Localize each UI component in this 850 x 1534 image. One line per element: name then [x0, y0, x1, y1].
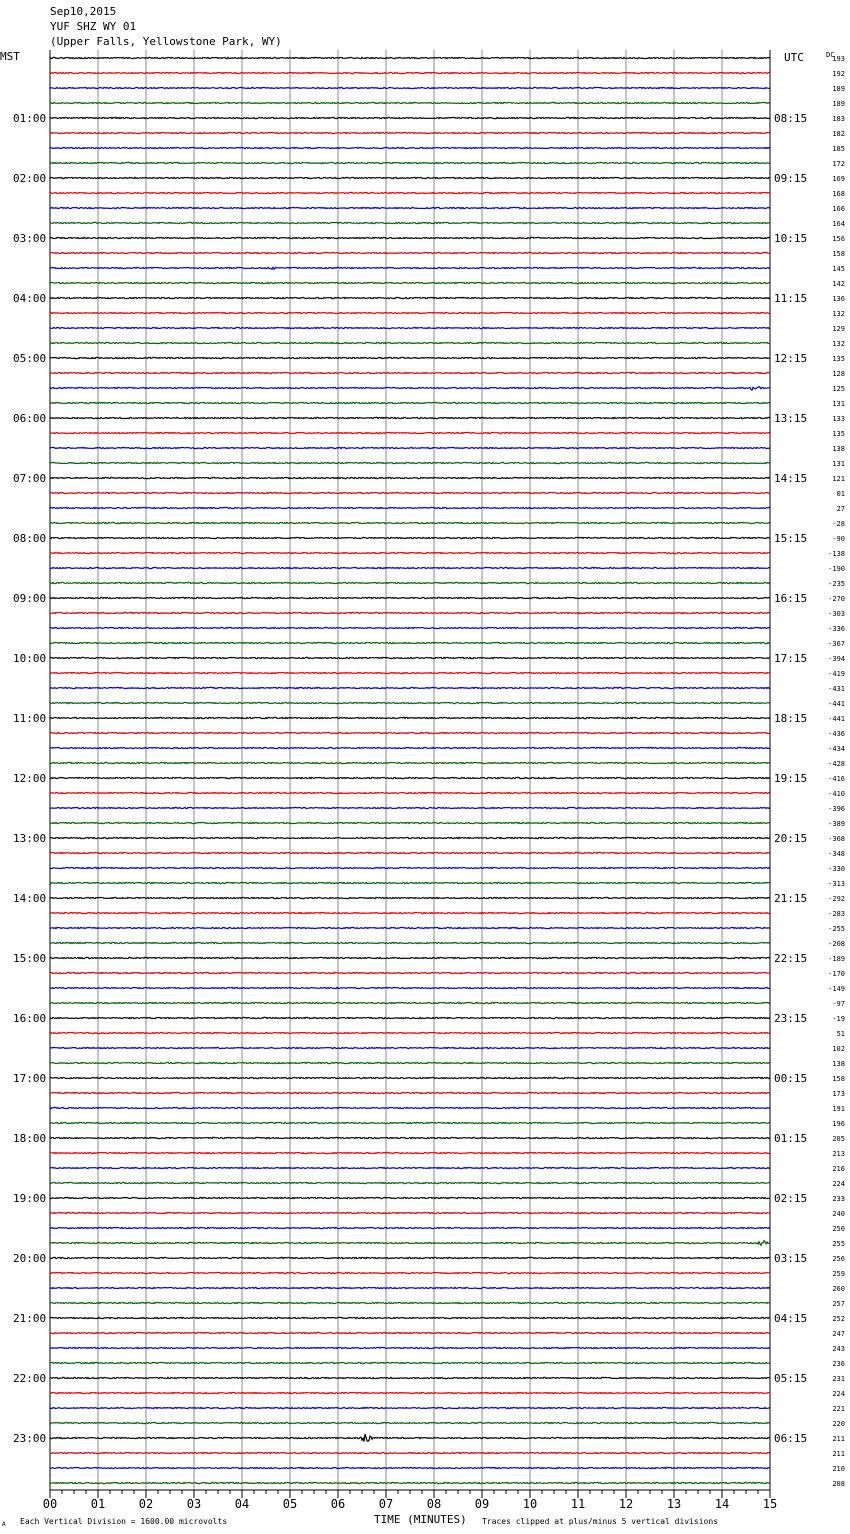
- x-tick-label: 02: [138, 1497, 154, 1511]
- dc-offset-label: -431: [828, 685, 845, 693]
- dc-offset-label: -410: [828, 790, 845, 798]
- trace-row: [50, 807, 770, 808]
- dc-offset-label: -283: [828, 910, 845, 918]
- mst-hour-label: 04:00: [13, 292, 47, 305]
- dc-offset-label: 211: [832, 1450, 845, 1458]
- trace-row: [50, 627, 770, 628]
- trace-row: [50, 837, 770, 838]
- dc-offset-label: 255: [832, 1240, 845, 1248]
- dc-offset-label: 260: [832, 1285, 845, 1293]
- dc-offset-label: -434: [828, 745, 845, 753]
- dc-offset-label: 138: [832, 1060, 845, 1068]
- dc-offset-label: 192: [832, 70, 845, 78]
- footer-scale-note: Each Vertical Division = 1600.00 microvolts: [20, 1517, 228, 1526]
- mst-hour-label: 03:00: [13, 232, 47, 245]
- dc-offset-label: 185: [832, 145, 845, 153]
- trace-row: [50, 1452, 770, 1453]
- dc-offset-label: 196: [832, 1120, 845, 1128]
- x-tick-label: 10: [522, 1497, 538, 1511]
- trace-row: [50, 597, 770, 598]
- utc-hour-label: 03:15: [774, 1252, 808, 1265]
- mst-hour-label: 22:00: [13, 1372, 47, 1385]
- trace-row: [50, 732, 770, 733]
- trace-row: [50, 942, 770, 943]
- x-tick-label: 09: [474, 1497, 490, 1511]
- trace-row: [50, 177, 770, 178]
- dc-offset-label: 131: [832, 460, 845, 468]
- dc-offset-label: 247: [832, 1330, 845, 1338]
- utc-hour-label: 01:15: [774, 1132, 808, 1145]
- mst-hour-label: 12:00: [13, 772, 47, 785]
- dc-offset-label: 205: [832, 1135, 845, 1143]
- trace-row: [50, 852, 770, 853]
- utc-hour-label: 17:15: [774, 652, 808, 665]
- trace-row: [50, 372, 770, 373]
- utc-hour-label: 10:15: [774, 232, 808, 245]
- trace-row: [50, 957, 770, 958]
- utc-hour-label: 20:15: [774, 832, 808, 845]
- mst-hour-label: 18:00: [13, 1132, 47, 1145]
- x-tick-label: 07: [378, 1497, 394, 1511]
- trace-row: [50, 447, 770, 448]
- dc-offset-label: -367: [828, 640, 845, 648]
- dc-offset-label: 135: [832, 355, 845, 363]
- trace-row: [50, 702, 770, 703]
- dc-offset-label: -170: [828, 970, 845, 978]
- trace-row: [50, 477, 770, 478]
- trace-row: [50, 417, 770, 418]
- trace-row: [50, 72, 770, 73]
- mst-hour-label: 20:00: [13, 1252, 47, 1265]
- trace-row: [50, 267, 770, 269]
- dc-offset-label: 136: [832, 295, 845, 303]
- mst-hour-label: 19:00: [13, 1192, 47, 1205]
- trace-row: [50, 132, 770, 133]
- trace-row: [50, 1062, 770, 1063]
- dc-offset-label: 231: [832, 1375, 845, 1383]
- trace-row: [50, 357, 770, 358]
- utc-hour-label: 02:15: [774, 1192, 808, 1205]
- dc-offset-label: 220: [832, 1420, 845, 1428]
- mst-hour-label: 06:00: [13, 412, 47, 425]
- utc-hour-label: 11:15: [774, 292, 808, 305]
- trace-row: [50, 147, 770, 148]
- trace-row: [50, 402, 770, 403]
- dc-offset-label: -313: [828, 880, 845, 888]
- trace-row: [50, 387, 770, 391]
- dc-offset-label: 191: [832, 1105, 845, 1113]
- trace-row: [50, 57, 770, 58]
- utc-hour-label: 14:15: [774, 472, 808, 485]
- dc-offset-label: -235: [828, 580, 845, 588]
- trace-row: [50, 987, 770, 988]
- trace-row: [50, 522, 770, 523]
- dc-offset-label: 189: [832, 85, 845, 93]
- trace-row: [50, 1257, 770, 1258]
- trace-row: [50, 747, 770, 748]
- dc-offset-label: -368: [828, 835, 845, 843]
- x-tick-label: 05: [282, 1497, 298, 1511]
- utc-hour-label: 13:15: [774, 412, 808, 425]
- x-tick-label: 03: [186, 1497, 202, 1511]
- dc-offset-label: 121: [832, 475, 845, 483]
- trace-row: [50, 672, 770, 673]
- dc-offset-label: 156: [832, 235, 845, 243]
- dc-offset-label: 213: [832, 1150, 845, 1158]
- footer-mark: A: [2, 1521, 6, 1528]
- trace-row: [50, 1332, 770, 1333]
- mst-hour-label: 08:00: [13, 532, 47, 545]
- dc-offset-label: 182: [832, 130, 845, 138]
- dc-offset-label: -428: [828, 760, 845, 768]
- trace-row: [50, 1302, 770, 1303]
- dc-offset-label: 193: [832, 55, 845, 63]
- mst-hour-label: 21:00: [13, 1312, 47, 1325]
- dc-offset-label: -396: [828, 805, 845, 813]
- dc-offset-label: 224: [832, 1390, 845, 1398]
- trace-row: [50, 1272, 770, 1273]
- dc-offset-label: 27: [836, 505, 845, 513]
- dc-offset-label: -394: [828, 655, 845, 663]
- dc-offset-label: 51: [836, 1030, 845, 1038]
- trace-row: [50, 1047, 770, 1048]
- trace-row: [50, 822, 770, 823]
- trace-row: [50, 432, 770, 433]
- dc-offset-label: -303: [828, 610, 845, 618]
- dc-offset-label: 252: [832, 1315, 845, 1323]
- trace-row: [50, 1092, 770, 1093]
- x-tick-label: 15: [762, 1497, 778, 1511]
- dc-offset-label: -255: [828, 925, 845, 933]
- trace-row: [50, 1137, 770, 1138]
- trace-row: [50, 912, 770, 913]
- x-tick-label: 08: [426, 1497, 442, 1511]
- dc-offset-label: 128: [832, 370, 845, 378]
- trace-row: [50, 162, 770, 163]
- dc-offset-label: 183: [832, 115, 845, 123]
- dc-offset-label: -90: [832, 535, 845, 543]
- mst-hour-label: 10:00: [13, 652, 47, 665]
- utc-hour-label: 19:15: [774, 772, 808, 785]
- trace-row: [50, 537, 770, 538]
- dc-offset-label: 189: [832, 100, 845, 108]
- dc-offset-label: -19: [832, 1015, 845, 1023]
- trace-row: [50, 687, 770, 688]
- dc-offset-label: -138: [828, 550, 845, 558]
- utc-hour-label: 16:15: [774, 592, 808, 605]
- trace-row: [50, 1407, 770, 1408]
- mst-hour-label: 09:00: [13, 592, 47, 605]
- dc-offset-label: 125: [832, 385, 845, 393]
- trace-row: [50, 792, 770, 793]
- x-axis-title: TIME (MINUTES): [374, 1513, 467, 1526]
- trace-row: [50, 1482, 770, 1483]
- mst-hour-label: 02:00: [13, 172, 47, 185]
- trace-row: [50, 492, 770, 493]
- trace-row: [50, 582, 770, 583]
- trace-row: [50, 927, 770, 928]
- mst-timezone-label: MST: [0, 50, 20, 63]
- mst-hour-label: 05:00: [13, 352, 47, 365]
- dc-offset-label: -330: [828, 865, 845, 873]
- dc-offset-label: 145: [832, 265, 845, 273]
- trace-row: [50, 657, 770, 658]
- dc-offset-label: -436: [828, 730, 845, 738]
- trace-row: [50, 1362, 770, 1363]
- x-tick-label: 11: [570, 1497, 586, 1511]
- dc-offset-label: -416: [828, 775, 845, 783]
- dc-offset-label: 129: [832, 325, 845, 333]
- x-tick-label: 01: [90, 1497, 106, 1511]
- dc-heading: DC: [826, 51, 835, 59]
- dc-offset-label: 138: [832, 445, 845, 453]
- trace-row: [50, 342, 770, 343]
- dc-offset-label: 256: [832, 1255, 845, 1263]
- trace-row: [50, 1032, 770, 1033]
- time-axis: [43, 1490, 777, 1511]
- dc-offset-label: -389: [828, 820, 845, 828]
- utc-timezone-label: UTC: [784, 51, 804, 64]
- dc-offset-label: 142: [832, 280, 845, 288]
- trace-row: [50, 312, 770, 313]
- utc-hour-label: 00:15: [774, 1072, 808, 1085]
- dc-offset-label: -28: [832, 520, 845, 528]
- trace-row: [50, 192, 770, 193]
- trace-row: [50, 102, 770, 103]
- x-tick-label: 04: [234, 1497, 250, 1511]
- mst-hour-label: 13:00: [13, 832, 47, 845]
- trace-row: [50, 1107, 770, 1108]
- dc-offset-label: 224: [832, 1180, 845, 1188]
- dc-offset-label: 102: [832, 1045, 845, 1053]
- trace-row: [50, 1227, 770, 1228]
- trace-row: [50, 207, 770, 208]
- trace-row: [50, 462, 770, 463]
- seismic-traces: [50, 57, 770, 1483]
- dc-offset-label: -441: [828, 715, 845, 723]
- trace-row: [50, 507, 770, 508]
- trace-row: [50, 237, 770, 238]
- utc-hour-label: 22:15: [774, 952, 808, 965]
- dc-offset-label: -97: [832, 1000, 845, 1008]
- utc-hour-label: 15:15: [774, 532, 808, 545]
- dc-offset-label: -348: [828, 850, 845, 858]
- x-tick-label: 14: [714, 1497, 730, 1511]
- dc-offset-label: -189: [828, 955, 845, 963]
- trace-row: [50, 717, 770, 718]
- dc-offset-label: 169: [832, 175, 845, 183]
- trace-row: [50, 1241, 770, 1246]
- utc-hour-label: 18:15: [774, 712, 808, 725]
- trace-row: [50, 1167, 770, 1168]
- dc-offset-label: 01: [836, 490, 845, 498]
- dc-offset-label: 135: [832, 430, 845, 438]
- mst-hour-label: 15:00: [13, 952, 47, 965]
- dc-offset-label: 168: [832, 190, 845, 198]
- dc-offset-label: 131: [832, 400, 845, 408]
- dc-offset-label: 164: [832, 220, 845, 228]
- trace-row: [50, 567, 770, 568]
- trace-row: [50, 1347, 770, 1348]
- dc-offset-label: 133: [832, 415, 845, 423]
- dc-offset-label: 216: [832, 1165, 845, 1173]
- mst-hour-label: 14:00: [13, 892, 47, 905]
- dc-offset-label: -292: [828, 895, 845, 903]
- trace-row: [50, 972, 770, 973]
- trace-row: [50, 327, 770, 328]
- trace-row: [50, 1122, 770, 1123]
- x-tick-label: 12: [618, 1497, 634, 1511]
- trace-row: [50, 882, 770, 883]
- dc-offset-label: 236: [832, 1360, 845, 1368]
- helicorder-date: Sep10,2015: [50, 5, 117, 18]
- footer-clip-note: Traces clipped at plus/minus 5 vertical divisions: [482, 1517, 719, 1526]
- trace-row: [50, 897, 770, 898]
- utc-hour-label: 08:15: [774, 112, 808, 125]
- dc-offset-label: -270: [828, 595, 845, 603]
- dc-offset-label: 243: [832, 1345, 845, 1353]
- dc-offset-label: 259: [832, 1270, 845, 1278]
- utc-hour-label: 23:15: [774, 1012, 808, 1025]
- trace-row: [50, 867, 770, 868]
- trace-row: [50, 117, 770, 118]
- dc-offset-label: 132: [832, 310, 845, 318]
- trace-row: [50, 777, 770, 778]
- dc-offset-label: 158: [832, 250, 845, 258]
- trace-row: [50, 297, 770, 298]
- station-code: YUF SHZ WY 01: [50, 20, 137, 33]
- dc-offset-label: -336: [828, 625, 845, 633]
- trace-row: [50, 642, 770, 643]
- trace-row: [50, 1317, 770, 1318]
- dc-offset-label: 221: [832, 1405, 845, 1413]
- x-tick-label: 00: [42, 1497, 58, 1511]
- trace-row: [50, 222, 770, 223]
- dc-offset-label: 211: [832, 1435, 845, 1443]
- trace-row: [50, 252, 770, 253]
- dc-offset-label: 210: [832, 1465, 845, 1473]
- dc-offset-label: 132: [832, 340, 845, 348]
- trace-row: [50, 1212, 770, 1213]
- x-tick-label: 06: [330, 1497, 346, 1511]
- dc-offset-label: 158: [832, 1075, 845, 1083]
- trace-row: [50, 1392, 770, 1393]
- dc-offset-label: -190: [828, 565, 845, 573]
- trace-row: [50, 1002, 770, 1003]
- trace-row: [50, 87, 770, 88]
- mst-hour-label: 17:00: [13, 1072, 47, 1085]
- mst-hour-label: 11:00: [13, 712, 47, 725]
- dc-offset-label: 240: [832, 1210, 845, 1218]
- dc-offset-label: -208: [828, 940, 845, 948]
- utc-hour-label: 09:15: [774, 172, 808, 185]
- dc-offset-label: 233: [832, 1195, 845, 1203]
- dc-offset-label: -419: [828, 670, 845, 678]
- station-location: (Upper Falls, Yellowstone Park, WY): [50, 35, 282, 48]
- dc-offset-label: -149: [828, 985, 845, 993]
- utc-hour-label: 06:15: [774, 1432, 808, 1445]
- mst-hour-label: 01:00: [13, 112, 47, 125]
- dc-offset-label: -441: [828, 700, 845, 708]
- trace-row: [50, 1434, 770, 1441]
- utc-hour-label: 12:15: [774, 352, 808, 365]
- dc-offset-label: 257: [832, 1300, 845, 1308]
- x-tick-label: 13: [666, 1497, 682, 1511]
- trace-row: [50, 1182, 770, 1183]
- trace-row: [50, 1017, 770, 1018]
- trace-row: [50, 552, 770, 553]
- trace-row: [50, 762, 770, 763]
- utc-hour-label: 05:15: [774, 1372, 808, 1385]
- mst-hour-label: 07:00: [13, 472, 47, 485]
- trace-row: [50, 1077, 770, 1078]
- dc-offset-label: 250: [832, 1225, 845, 1233]
- dc-offset-label: 208: [832, 1480, 845, 1488]
- utc-hour-label: 04:15: [774, 1312, 808, 1325]
- trace-row: [50, 1422, 770, 1423]
- dc-offset-label: 173: [832, 1090, 845, 1098]
- trace-row: [50, 612, 770, 613]
- dc-offset-label: 172: [832, 160, 845, 168]
- trace-row: [50, 1152, 770, 1153]
- trace-row: [50, 1467, 770, 1468]
- utc-hour-label: 21:15: [774, 892, 808, 905]
- mst-hour-label: 16:00: [13, 1012, 47, 1025]
- mst-hour-label: 23:00: [13, 1432, 47, 1445]
- trace-row: [50, 282, 770, 283]
- trace-row: [50, 1197, 770, 1198]
- trace-row: [50, 1377, 770, 1378]
- dc-offset-label: 166: [832, 205, 845, 213]
- trace-row: [50, 1287, 770, 1288]
